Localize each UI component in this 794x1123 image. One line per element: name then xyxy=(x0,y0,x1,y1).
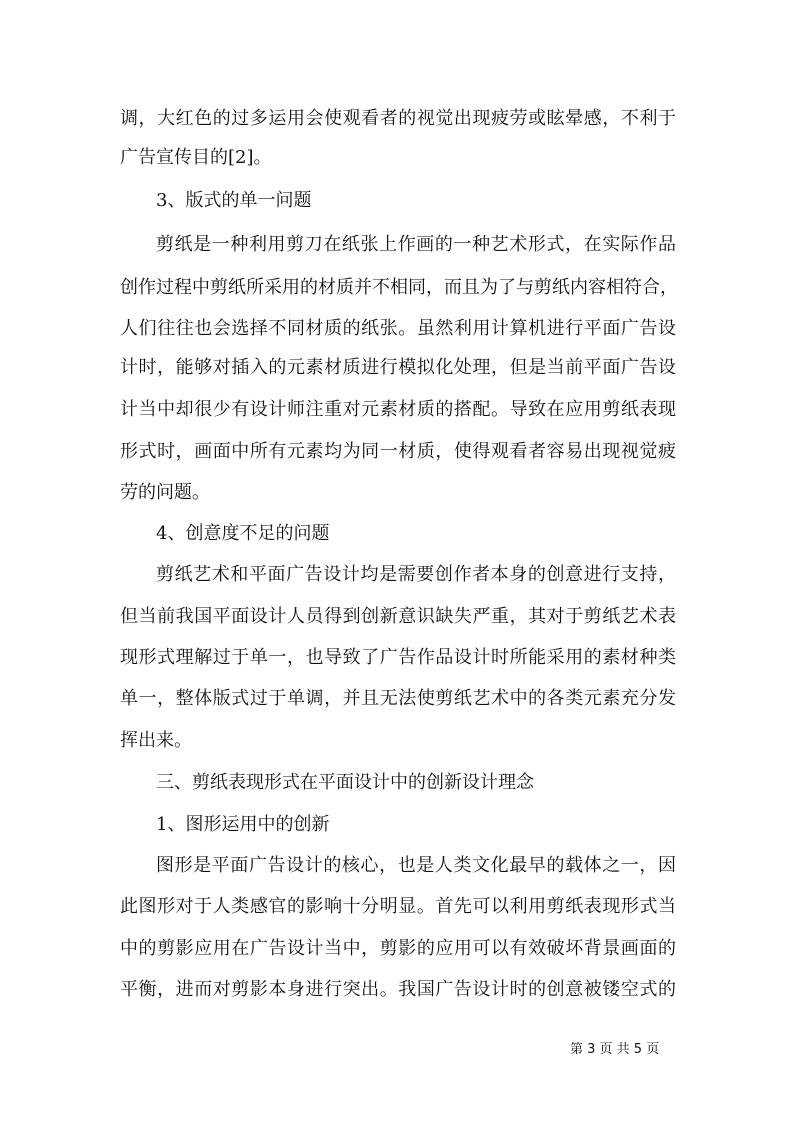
paragraph-line: 挥出来。 xyxy=(120,730,192,751)
paragraph-line: 人们往往也会选择不同材质的纸张。虽然利用计算机进行平面广告设 xyxy=(120,318,676,339)
paragraph-line: 中的剪影应用在广告设计当中，剪影的应用可以有效破坏背景画面的 xyxy=(120,938,676,959)
paragraph-line: 平衡，进而对剪影本身进行突出。我国广告设计时的创意被镂空式的 xyxy=(120,979,676,1000)
page-number-footer: 第 3 页 共 5 页 xyxy=(570,1042,660,1057)
section-heading: 4、创意度不足的问题 xyxy=(156,523,330,544)
paragraph-line: 调，大红色的过多运用会使观看者的视觉出现疲劳或眩晕感，不利于 xyxy=(120,108,676,129)
paragraph-line: 图形是平面广告设计的核心，也是人类文化最早的载体之一，因 xyxy=(156,855,676,876)
paragraph-line: 计时，能够对插入的元素材质进行模拟化处理，但是当前平面广告设 xyxy=(120,357,676,378)
paragraph-line: 此图形对于人类感官的影响十分明显。首先可以利用剪纸表现形式当 xyxy=(120,896,676,917)
paragraph-line: 但当前我国平面设计人员得到创新意识缺失严重，其对于剪纸艺术表 xyxy=(120,606,676,627)
paragraph-line: 计当中却很少有设计师注重对元素材质的搭配。导致在应用剪纸表现 xyxy=(120,399,676,420)
paragraph-line: 单一，整体版式过于单调，并且无法使剪纸艺术中的各类元素充分发 xyxy=(120,688,676,709)
paragraph-line: 剪纸是一种利用剪刀在纸张上作画的一种艺术形式，在实际作品 xyxy=(156,234,676,255)
paragraph-line: 剪纸艺术和平面广告设计均是需要创作者本身的创意进行支持， xyxy=(156,564,676,585)
chapter-heading: 三、剪纸表现形式在平面设计中的创新设计理念 xyxy=(156,772,534,793)
section-heading: 3、版式的单一问题 xyxy=(156,190,312,211)
paragraph-line: 现形式理解过于单一，也导致了广告作品设计时所能采用的素材种类 xyxy=(120,647,676,668)
paragraph-line: 劳的问题。 xyxy=(120,482,210,503)
section-heading: 1、图形运用中的创新 xyxy=(156,814,330,835)
paragraph-line: 广告宣传目的[2]。 xyxy=(120,147,272,168)
paragraph-line: 创作过程中剪纸所采用的材质并不相同，而且为了与剪纸内容相符合， xyxy=(120,277,678,298)
paragraph-line: 形式时，画面中所有元素均为同一材质，使得观看者容易出现视觉疲 xyxy=(120,441,676,462)
